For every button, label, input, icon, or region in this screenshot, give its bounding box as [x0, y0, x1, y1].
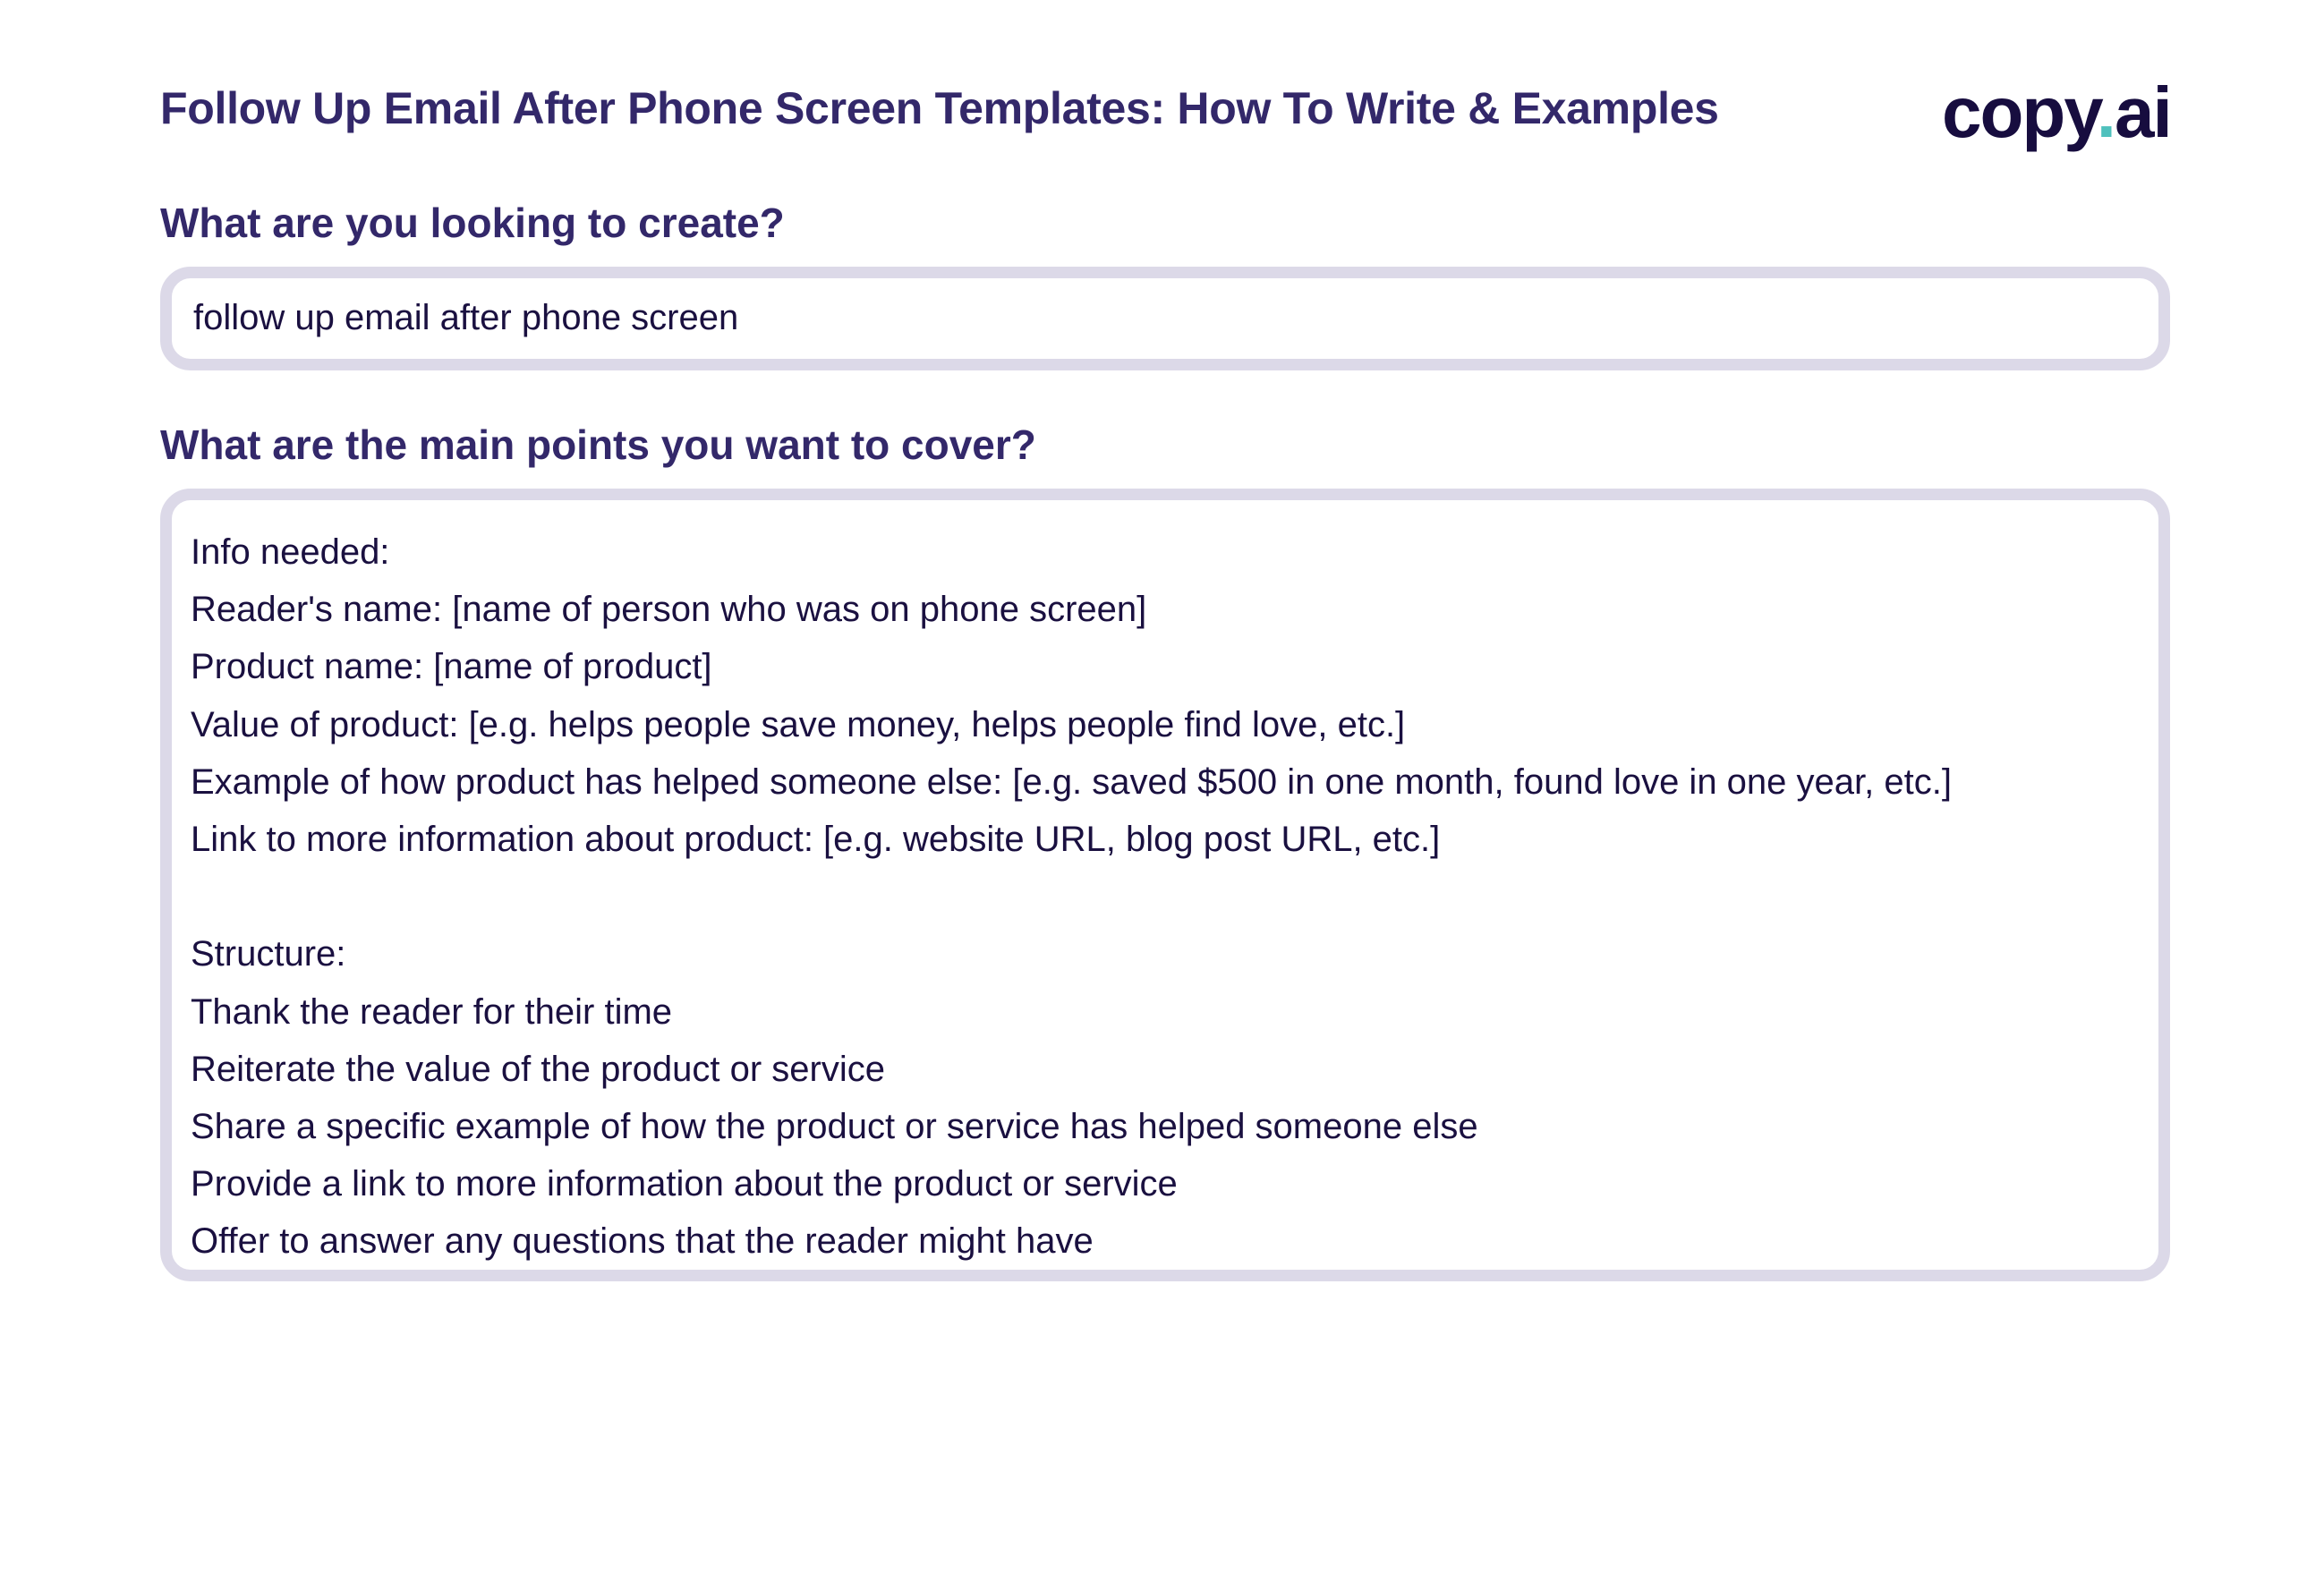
main-points-line: Reiterate the value of the product or service — [191, 1049, 885, 1089]
main-points-line: Offer to answer any questions that the reader might have — [191, 1221, 1094, 1262]
main-points-line: Example of how product has helped someone else: [e.g. saved $500 in one month, found love in one year, etc.] — [191, 761, 1952, 802]
main-points-textarea[interactable] — [160, 489, 2170, 1281]
main-points-line: Value of product: [e.g. helps people save money, helps people find love, etc.] — [191, 704, 1406, 744]
main-points-line: Structure: — [191, 934, 346, 974]
page-title: Follow Up Email After Phone Screen Templates: How To Write & Examples — [160, 83, 1719, 133]
main-points-line: Provide a link to more information about the product or service — [191, 1164, 1178, 1204]
logo-dot: . — [2096, 72, 2115, 152]
main-points-label: What are the main points you want to cover? — [160, 421, 1036, 468]
main-points-line: Link to more information about product: [e.g. website URL, blog post URL, etc.] — [191, 819, 1441, 859]
logo-text: copy — [1942, 72, 2097, 152]
logo-text-suffix: ai — [2115, 72, 2171, 152]
main-points-line: Reader's name: [name of person who was on phone screen] — [191, 590, 1147, 630]
create-question-label: What are you looking to create? — [160, 200, 785, 246]
main-points-line: Product name: [name of product] — [191, 647, 712, 687]
main-points-line — [191, 868, 1952, 925]
copy-ai-logo — [1942, 72, 2171, 154]
main-points-content — [191, 523, 1952, 1270]
create-input-value: follow up email after phone screen — [193, 298, 739, 337]
main-points-line: Thank the reader for their time — [191, 991, 673, 1032]
create-input[interactable] — [160, 267, 2170, 370]
main-points-line: Info needed: — [191, 532, 390, 572]
main-points-line: Share a specific example of how the product or service has helped someone else — [191, 1106, 1478, 1146]
